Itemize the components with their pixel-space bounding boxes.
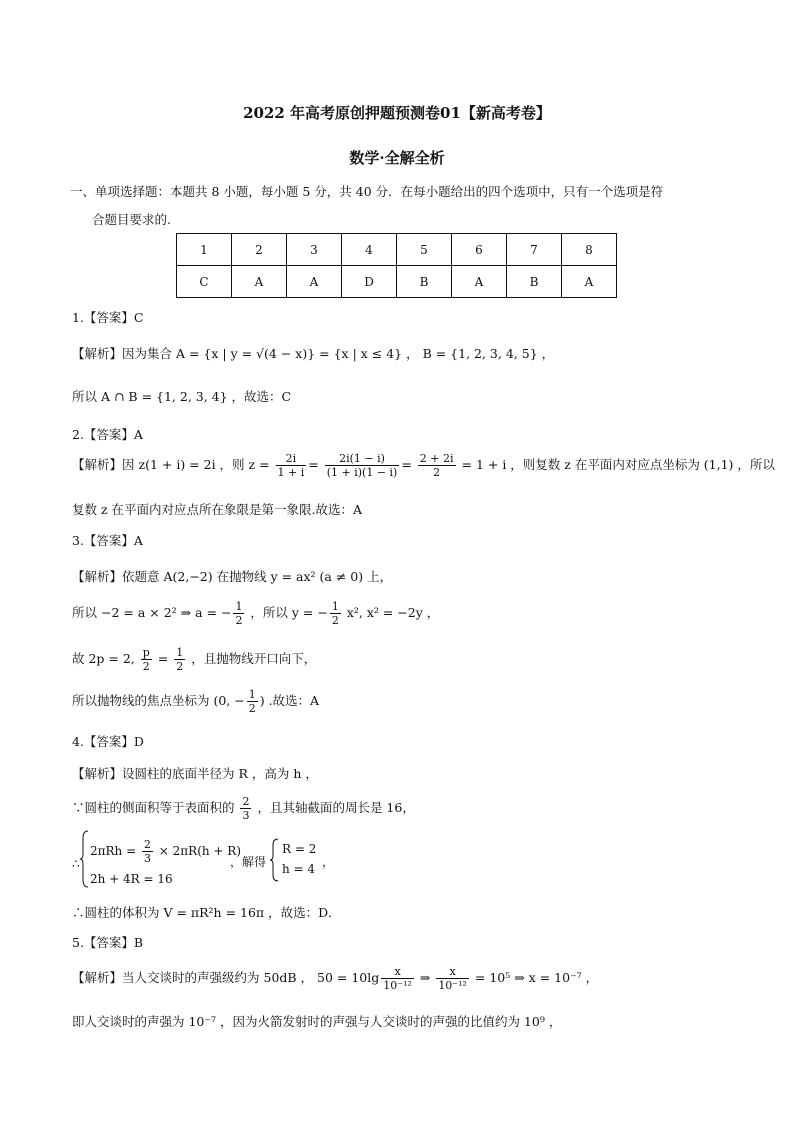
fraction: $\frac{2i(1 - i)}{(1 + i)(1 - i)}$ [326, 452, 398, 479]
q3-line3: 故 2p = 2, $\frac{p}{2}$ = $\frac{1}{2}$ ，且抛物线开口向下， [72, 646, 317, 673]
equation-2: 2h + 4R = 16 [90, 872, 173, 886]
solution-end: ， [322, 855, 335, 869]
q3-analysis [72, 567, 392, 585]
analysis-label: 【解析】 [72, 569, 123, 584]
fraction: $\frac{p}{2}$ [142, 646, 150, 673]
q3-line2: 所以 −2 = a × 2² ⇒ a = − $\frac{1}{2}$ ，所以 y = − $\frac{1}{2}$ x², x² = −2y ， [72, 600, 440, 627]
q2-analysis: 【解析】因 z(1 + i) = 2i ，则 z = $\frac{2i}{1 + i}$ = $\frac{2i(1 - i)}{(1 + i)(1 - i)}$ = $\frac{2 + 2i}{2}$ = 1 + i ，则复数 z 在平面内对应点坐标为 (1,1) ，所以 [72, 452, 775, 479]
fraction: $\frac{2 + 2i}{2}$ [419, 452, 454, 479]
table-cell: C [177, 266, 232, 298]
analysis-text: 设圆柱的底面半径为 R ，高为 h ， [122, 766, 318, 781]
table-cell: A [287, 266, 342, 298]
q3-line4: 所以抛物线的焦点坐标为 (0, − $\frac{1}{2}$ ) .故选：A [72, 688, 320, 715]
solution-1: R = 2 [282, 842, 317, 856]
table-cell: 4 [342, 234, 397, 266]
analysis-text: 因为集合 A = {x | y = √(4 − x)} = {x | x ≤ 4} ， B = {1, 2, 3, 4, 5} ， [122, 346, 555, 361]
table-cell: 3 [287, 234, 342, 266]
table-cell: 5 [397, 234, 452, 266]
analysis-label: 【解析】 [72, 766, 123, 781]
table-cell: 6 [452, 234, 507, 266]
section-intro-line1: 一、单项选择题：本题共 8 小题，每小题 5 分，共 40 分．在每小题给出的四个选项中，只有一个选项是符 [70, 184, 664, 199]
left-brace-icon [80, 830, 90, 888]
fraction: $\frac{x}{\text{10⁻¹²}}$ [383, 965, 412, 992]
table-cell: 2 [232, 234, 287, 266]
section-intro-line2: 合题目要求的. [92, 212, 171, 227]
table-cell: D [342, 266, 397, 298]
q4-answer: 4.【答案】D [72, 734, 144, 749]
table-cell: 8 [562, 234, 617, 266]
fraction: $\frac{2i}{1 + i}$ [277, 452, 305, 479]
solution-2: h = 4 [282, 862, 316, 876]
page-title: 2022 年高考原创押题预测卷01【新高考卷】 [243, 104, 551, 122]
left-brace-icon [270, 838, 280, 882]
table-cell: B [507, 266, 562, 298]
fraction: $\frac{2}{3}$ [242, 795, 250, 822]
fraction: $\frac{1}{2}$ [248, 688, 256, 715]
fraction: $\frac{1}{2}$ [331, 600, 339, 627]
fraction: $\frac{1}{2}$ [235, 600, 243, 627]
q2-line2: 复数 z 在平面内对应点所在象限是第一象限.故选：A [72, 502, 363, 517]
table-cell: A [452, 266, 507, 298]
fraction: $\frac{2}{3}$ [143, 838, 151, 865]
table-cell: B [397, 266, 452, 298]
table-cell: A [232, 266, 287, 298]
analysis-text: = 1 + i ，则复数 z 在平面内对应点坐标为 (1,1) ，所以 [457, 457, 775, 472]
q5-answer: 5.【答案】B [72, 935, 144, 950]
therefore-symbol: ∴ [72, 857, 80, 871]
analysis-label: 【解析】 [72, 346, 123, 361]
table-cell: 1 [177, 234, 232, 266]
analysis-label: 【解析】 [72, 457, 123, 472]
q3-answer: 3.【答案】A [72, 533, 143, 548]
q1-line2: 所以 A ∩ B = {1, 2, 3, 4} ，故选：C [72, 389, 292, 404]
q4-line4: ∴圆柱的体积为 V = πR²h = 16π ，故选：D． [72, 905, 341, 920]
answer-table-answers-row [177, 266, 617, 298]
fraction: $\frac{1}{2}$ [176, 646, 184, 673]
fraction: $\frac{x}{\text{10⁻¹²}}$ [438, 965, 467, 992]
equation-1: 2πRh = $\frac{2}{3}$ × 2πR(h + R) [90, 838, 242, 865]
analysis-text: 因 z(1 + i) = 2i ，则 z = [122, 457, 274, 472]
q5-analysis: 【解析】当人交谈时的声强级约为 50dB ， 50 = 10lg $\frac{x}{\text{10⁻¹²}}$ ⇒ $\frac{x}{\text{10⁻¹²}}$ = 10⁵ ⇒ x = 10⁻⁷ ， [72, 965, 599, 992]
analysis-text: 依题意 A(2,−2) 在抛物线 y = ax² (a ≠ 0) 上， [122, 569, 393, 584]
answer-table [176, 233, 617, 298]
table-cell: 7 [507, 234, 562, 266]
answer-table-numbers-row [177, 234, 617, 266]
q2-answer: 2.【答案】A [72, 427, 143, 442]
analysis-label: 【解析】 [72, 970, 123, 985]
q5-line2: 即人交谈时的声强为 10⁻⁷ ，因为火箭发射时的声强与人交谈时的声强的比值约为 10⁹ ， [72, 1014, 562, 1029]
page-subtitle: 数学·全解全析 [349, 149, 445, 167]
q4-analysis [72, 764, 318, 782]
q1-answer: 1.【答案】C [72, 310, 144, 325]
q1-analysis [72, 344, 554, 362]
table-cell: A [562, 266, 617, 298]
q4-line2: ∵圆柱的侧面积等于表面积的 $\frac{2}{3}$ ，且其轴截面的周长是 16， [72, 795, 415, 822]
solve-label: ，解得 [230, 855, 267, 869]
analysis-text: 当人交谈时的声强级约为 50dB ， 50 = 10lg [122, 970, 380, 985]
